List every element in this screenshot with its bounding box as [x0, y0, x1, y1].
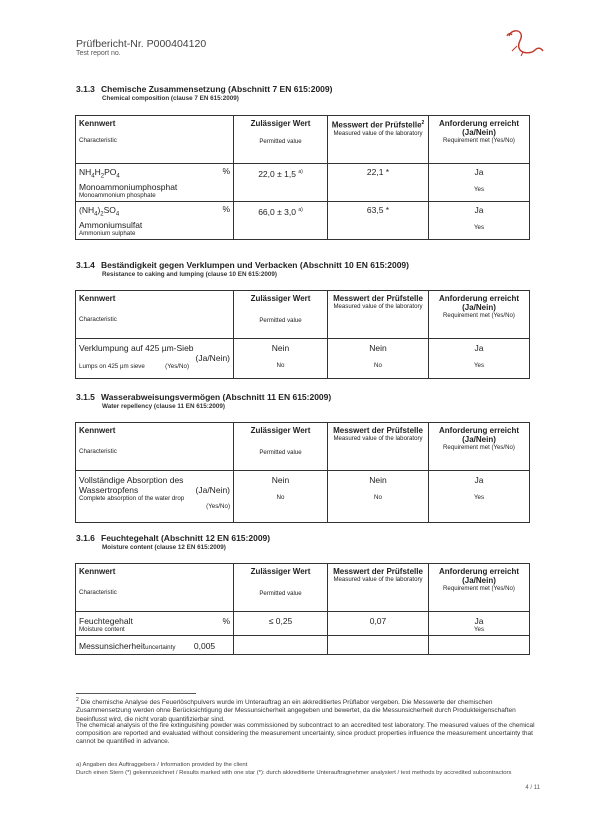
unit-label: % [222, 616, 230, 626]
permitted-value: ≤ 0,25 [234, 612, 328, 636]
header-kennwert: Kennwert [79, 567, 116, 576]
section-subtitle: Moisture content (clause 12 EN 615:2009) [102, 544, 226, 551]
table-row [76, 471, 530, 523]
header-measured-en: Measured value of the laboratory [333, 303, 423, 310]
requirement-met: Ja Yes [429, 339, 530, 379]
header-requirement-en: Requirement met (Yes/No) [443, 444, 515, 451]
measured-value: Nein No [328, 339, 429, 379]
name-de: Vollständige Absorption des [79, 475, 184, 485]
met-en: Yes [473, 224, 485, 231]
header-anforderung: Anforderung erreicht (Ja/Nein) [438, 119, 519, 137]
name-de-line2: Wassertropfens (Ja/Nein) [79, 485, 230, 495]
row-characteristic [76, 164, 234, 202]
section-heading: Wasserabweisungsvermögen (Abschnitt 11 EN 615:2009) [101, 392, 332, 402]
header-kennwert: Kennwert [79, 426, 116, 435]
header-requirement [429, 423, 530, 471]
uncertainty-label: Messunsicherheituncertainty 0,005 [79, 641, 216, 651]
met-en: Yes [473, 186, 485, 193]
header-requirement [429, 291, 530, 339]
met-de: Ja [474, 167, 484, 177]
header-characteristic [76, 423, 234, 471]
section-subtitle: Water repellency (clause 11 EN 615:2009) [102, 403, 225, 410]
header-measured [328, 423, 429, 471]
requirement-met [429, 202, 530, 240]
header-permitted [234, 116, 328, 164]
name-de: Ammoniumsulfat [79, 219, 143, 230]
footnote-2-en: The chemical analysis of the fire extinguishing powder was commissioned by subcontract to an accredited test laboratory. The measured values of the chemical composition are reported and evaluated without considering the measurement uncertainty, since product properties influence the measurement uncertainty that cannot be quantified in advance. [76, 722, 535, 746]
permitted-value: 66,0 ± 3,0 $^{a)}$ [234, 202, 328, 240]
header-permitted-en: Permitted value [259, 590, 302, 597]
row-characteristic [76, 471, 234, 523]
name-en: Lumps on 425 µm sieve (Yes/No) [79, 363, 189, 370]
note-star: Durch einen Stern (*) gekennzeichnet / Results marked with one star (*): durch akkreditierte Unterauftragnehmer analysiert / test methods by accredited subcontractors [76, 770, 512, 776]
section-number: 3.1.3 [76, 84, 95, 94]
page-number: 4 / 11 [525, 785, 540, 791]
header-messwert: Messwert der Prüfstelle$^2$ [331, 120, 425, 130]
measured-value: 0,07 [328, 612, 429, 636]
section-heading: Beständigkeit gegen Verklumpen und Verbacken (Abschnitt 10 EN 615:2009) [101, 260, 409, 270]
header-requirement [429, 564, 530, 612]
section-number: 3.1.4 [76, 260, 95, 270]
requirement-met [429, 164, 530, 202]
measured-value: 22,1 * [328, 164, 429, 202]
row-characteristic [76, 202, 234, 240]
unit-label: % [222, 166, 230, 176]
name-en: Ammonium sulphate [79, 229, 136, 237]
name-de: Monoammoniumphosphat [79, 181, 178, 192]
salamander-logo-icon [497, 24, 547, 58]
name-de: Verklumpung auf 425 µm-Sieb [79, 343, 194, 353]
note-a: a) Angaben des Auftraggebers / Information provided by the client [76, 762, 248, 768]
header-characteristic [76, 291, 234, 339]
header-characteristic [76, 116, 234, 164]
header-anforderung: Anforderung erreicht (Ja/Nein) [438, 294, 519, 312]
section-heading: Feuchtegehalt (Abschnitt 12 EN 615:2009) [101, 533, 271, 543]
table-row [76, 339, 530, 379]
row-characteristic [76, 339, 234, 379]
measured-value: 63,5 * [328, 202, 429, 240]
header-permitted [234, 423, 328, 471]
caking-table [75, 290, 530, 379]
section-title [76, 84, 332, 94]
permitted-value: Nein No [234, 339, 328, 379]
header-characteristic-en: Characteristic [79, 589, 117, 596]
footnote-2: $^2$ Die chemische Analyse des Feuerlöschpulvers wurde im Unterauftrag an ein akkreditiertes Prüflabor vergeben. Die Messwerte der chemischen Zusammensetzung werden ohne Berücksichtigung der Messunsicherheit angegeben und bewertet, da die Messunsicherheit durch Produkteigenschaften beeinflusst wird, die nicht vorab quantifizierbar sind. [76, 697, 516, 723]
header-zulaessig: Zulässiger Wert [250, 426, 311, 435]
name-en-suffix: (Yes/No) [206, 502, 230, 510]
met-de: Ja [474, 205, 484, 215]
footnote-divider [76, 693, 196, 694]
name-en: Complete absorption of the water drop [79, 495, 185, 502]
table-header-row [76, 291, 530, 339]
table-row [76, 164, 530, 202]
header-characteristic-en: Characteristic [79, 316, 117, 323]
section-subtitle: Resistance to caking and lumping (clause 10 EN 615:2009) [102, 271, 277, 278]
report-number: Prüfbericht-Nr. P000404120 [76, 38, 207, 50]
header-anforderung: Anforderung erreicht (Ja/Nein) [438, 567, 519, 585]
header-characteristic [76, 564, 234, 612]
section-heading: Chemische Zusammensetzung (Abschnitt 7 EN 615:2009) [101, 84, 333, 94]
header-zulaessig: Zulässiger Wert [250, 119, 311, 128]
chemical-composition-table [75, 115, 530, 240]
table-header-row [76, 423, 530, 471]
header-kennwert: Kennwert [79, 294, 116, 303]
empty-cell [328, 636, 429, 655]
header-zulaessig: Zulässiger Wert [250, 294, 311, 303]
header-measured-en: Measured value of the laboratory [333, 435, 423, 442]
header-measured [328, 116, 429, 164]
table-header-row [76, 564, 530, 612]
header-requirement-en: Requirement met (Yes/No) [443, 137, 515, 144]
header-anforderung: Anforderung erreicht (Ja/Nein) [438, 426, 519, 444]
header-permitted [234, 291, 328, 339]
requirement-met: Ja Yes [429, 471, 530, 523]
header-kennwert: Kennwert [79, 119, 116, 128]
section-title [76, 392, 331, 402]
water-repellency-table [75, 422, 530, 523]
header-requirement-en: Requirement met (Yes/No) [443, 312, 515, 319]
header-measured [328, 564, 429, 612]
header-messwert: Messwert der Prüfstelle [333, 426, 423, 435]
section-title [76, 533, 270, 543]
header-permitted-en: Permitted value [259, 449, 302, 456]
header-requirement-en: Requirement met (Yes/No) [443, 585, 515, 592]
unit-label: % [222, 204, 230, 214]
header-characteristic-en: Characteristic [79, 448, 117, 455]
name-de-suffix: (Ja/Nein) [195, 353, 230, 363]
name-en: Monoammonium phosphate [79, 191, 156, 199]
header-messwert: Messwert der Prüfstelle [333, 567, 423, 576]
header-messwert: Messwert der Prüfstelle [333, 294, 423, 303]
uncertainty-cell [76, 636, 234, 655]
table-row [76, 636, 530, 655]
permitted-value: Nein No [234, 471, 328, 523]
section-title [76, 260, 409, 270]
header-measured-en: Measured value of the laboratory [333, 129, 423, 137]
row-characteristic [76, 612, 234, 636]
empty-cell [234, 636, 328, 655]
table-row [76, 202, 530, 240]
header-permitted [234, 564, 328, 612]
moisture-table [75, 563, 530, 655]
table-header-row [76, 116, 530, 164]
header-permitted-en: Permitted value [259, 138, 302, 145]
section-number: 3.1.6 [76, 533, 95, 543]
section-number: 3.1.5 [76, 392, 95, 402]
header-measured [328, 291, 429, 339]
header-requirement [429, 116, 530, 164]
report-number-en: Test report no. [76, 50, 121, 57]
header-zulaessig: Zulässiger Wert [250, 567, 311, 576]
permitted-value: 22,0 ± 1,5 $^{a)}$ [234, 164, 328, 202]
header-measured-en: Measured value of the laboratory [333, 576, 423, 583]
requirement-met: Ja Yes [429, 612, 530, 636]
name-de: Feuchtegehalt [79, 616, 133, 626]
name-en: Moisture content [79, 626, 125, 633]
table-row [76, 612, 530, 636]
empty-cell [429, 636, 530, 655]
section-subtitle: Chemical composition (clause 7 EN 615:2009) [102, 95, 239, 102]
measured-value: Nein No [328, 471, 429, 523]
formula: $NH_4H_2PO_4$ [79, 167, 120, 180]
header-permitted-en: Permitted value [259, 317, 302, 324]
formula: $(NH_4)_2SO_4$ [79, 205, 120, 218]
header-characteristic-en: Characteristic [79, 137, 117, 144]
